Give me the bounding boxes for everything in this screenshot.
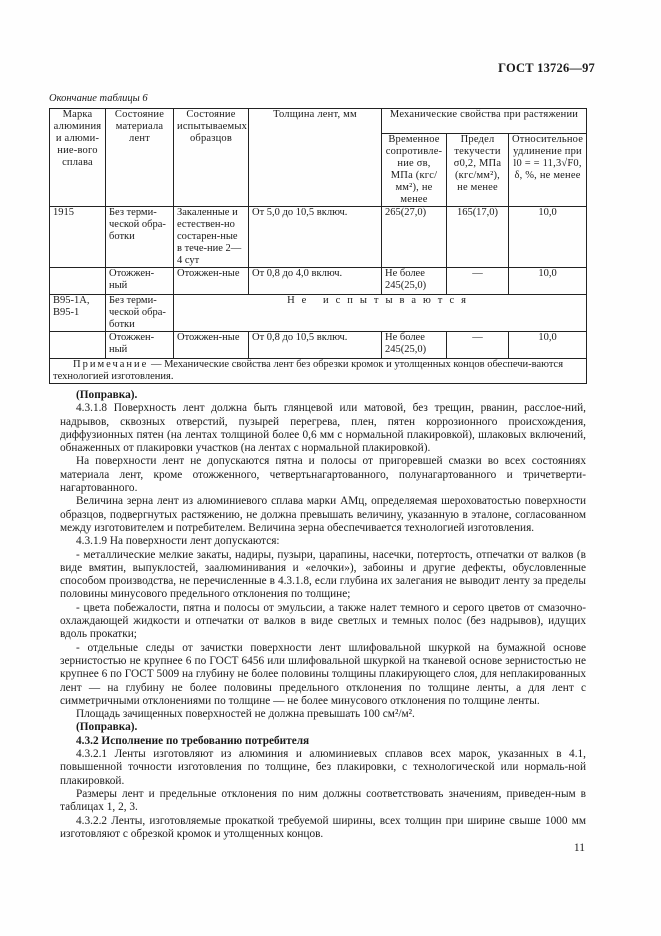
header-grade: Марка алюминия и алюми-ние-вого сплава [50, 109, 106, 207]
cell-tensile: Не более 245(25,0) [382, 268, 447, 295]
cell-grade [50, 332, 106, 359]
cell-thickness: От 0,8 до 10,5 включ. [249, 332, 382, 359]
paragraph: 4.3.2.1 Ленты изготовляют из алюминия и алюминиевых сплавов всех марок, указанных в 4.1, повышенной точности изготовления по толщине, без плакировки, с технологической или нормаль-ной плакировкой. [60, 748, 586, 787]
table-row [50, 332, 587, 359]
cell-state: Без терми-ческой обра-ботки [106, 295, 174, 332]
cell-sample: Закаленные и естествен-но состарен-ные в тече-ние 2—4 сут [174, 207, 249, 268]
paragraph: (Поправка). [76, 721, 138, 734]
cell-yield: 165(17,0) [447, 207, 509, 268]
header-material-state: Состояние материала лент [106, 109, 174, 207]
table-row [50, 207, 587, 268]
cell-thickness: От 0,8 до 4,0 включ. [249, 268, 382, 295]
cell-sample: Отожжен-ные [174, 268, 249, 295]
cell-thickness: От 5,0 до 10,5 включ. [249, 207, 382, 268]
cell-yield: — [447, 332, 509, 359]
cell-grade: В95-1А, В95-1 [50, 295, 106, 332]
note-label: Примечание [73, 359, 149, 370]
cell-tensile: Не более 245(25,0) [382, 332, 447, 359]
header-sample-state: Состояние испытываемых образцов [174, 109, 249, 207]
paragraph: - цвета побежалости, пятна и полосы от эмульсии, а также налет темного и серого цветов от смазочно-охлаждающей жидкости и отпечатки от валков в виде светлых и темных полос (без надрывов), идущих вдоль прокатки; [60, 601, 586, 641]
body-text [60, 389, 586, 841]
cell-elongation: 10,0 [509, 207, 587, 268]
mechanical-properties-table [49, 108, 587, 384]
header-tensile: Временное сопротивле-ние σв, МПа (кгс/мм²), не менее [382, 134, 447, 207]
table-row [50, 295, 587, 332]
cell-state: Без терми-ческой обра-ботки [106, 207, 174, 268]
paragraph: 4.3.1.9 На поверхности лент допускаются: [76, 535, 280, 548]
document-header: ГОСТ 13726—97 [498, 61, 595, 75]
paragraph: Площадь зачищенных поверхностей не должна превышать 100 см²/м². [76, 708, 415, 721]
paragraph: 4.3.1.8 Поверхность лент должна быть глянцевой или матовой, без трещин, рванин, расслое-ний, надрывов, сквозных отверстий, пузырей перегрева, плен, пятен коррозионного происхождения, диффузионных пятен (на лентах толщиной более 0,6 мм с нормальной плакировкой), шлаковых включений, обнаженных от плакировки участков (на лентах с нормальной плакировкой). [60, 402, 586, 455]
cell-grade: 1915 [50, 207, 106, 268]
cell-state: Отожжен-ный [106, 268, 174, 295]
header-elongation: Относительное удлинение при l0 = = 11,3√F0, δ, %, не менее [509, 134, 587, 207]
paragraph: Величина зерна лент из алюминиевого сплава марки АМц, определяемая шероховатостью поверхности образцов, подвергнутых растяжению, не должна превышать величину, указанную в эталоне, согласованном между изготовителем и потребителем. Величина зерна обеспечивается технологией изготовления. [60, 495, 586, 534]
cell-sample: Отожжен-ные [174, 332, 249, 359]
paragraph: 4.3.2.2 Ленты, изготовляемые прокаткой требуемой ширины, всех толщин при ширине свыше 1000 мм изготовляют с обрезкой кромок и утолщенных концов. [60, 814, 586, 840]
paragraph: (Поправка). [76, 389, 138, 401]
paragraph: На поверхности лент не допускаются пятна и полосы от пригоревшей смазки во всех состояниях материала лент, кроме отожженного, четвертьнагартованного, полунагартованного и тричетверти-нагартованного. [60, 455, 586, 495]
cell-not-tested: Не испытываются [174, 295, 587, 332]
note-text: — Механические свойства лент без обрезки кромок и утолщенных концов обеспечи-ваются технологией изготовления. [53, 359, 564, 382]
cell-tensile: 265(27,0) [382, 207, 447, 268]
header-yield: Предел текучести σ0,2, МПа (кгс/мм²), не менее [447, 134, 509, 207]
section-heading: 4.3.2 Исполнение по требованию потребителя [76, 734, 310, 747]
paragraph: Размеры лент и предельные отклонения по ним должны соответствовать значениям, приведен-ным в таблицах 1, 2, 3. [60, 787, 586, 814]
cell-state: Отожжен-ный [106, 332, 174, 359]
page-number: 11 [573, 842, 585, 854]
header-mechanical-group: Механические свойства при растяжении [382, 109, 587, 134]
paragraph: - отдельные следы от зачистки поверхности лент шлифовальной шкуркой на бумажной основе зернистостью не крупнее 6 по ГОСТ 6456 или шлифовальной шкуркой на тканевой основе зернистостью не крупнее 6 по ГОСТ 5009 на глубину не более половины толщины плакирующего слоя, для неплакированных лент — на глубину не более половины предельного отклонения по толщине ленты, а для лент с симметричными отклонениями по толщине — не более минусового отклонения по толщине ленты. [60, 641, 586, 707]
table-note [50, 359, 587, 384]
cell-yield: — [447, 268, 509, 295]
header-thickness: Толщина лент, мм [249, 109, 382, 207]
table-row [50, 268, 587, 295]
table-note-row [50, 359, 587, 384]
cell-elongation: 10,0 [509, 268, 587, 295]
cell-grade [50, 268, 106, 295]
cell-elongation: 10,0 [509, 332, 587, 359]
table-caption: Окончание таблицы 6 [49, 93, 148, 104]
paragraph: - металлические мелкие закаты, надиры, пузыри, царапины, насечки, потертость, отпечатки от валков (в виде вмятин, выпуклостей, заалюминивания и «елочки»), забоины и другие дефекты, обусловленные способом производства, не перечисленные в 4.3.1.8, если глубина их залегания не выводит ленту за пределы половины минусового предельного отклонения по толщине; [60, 548, 586, 601]
